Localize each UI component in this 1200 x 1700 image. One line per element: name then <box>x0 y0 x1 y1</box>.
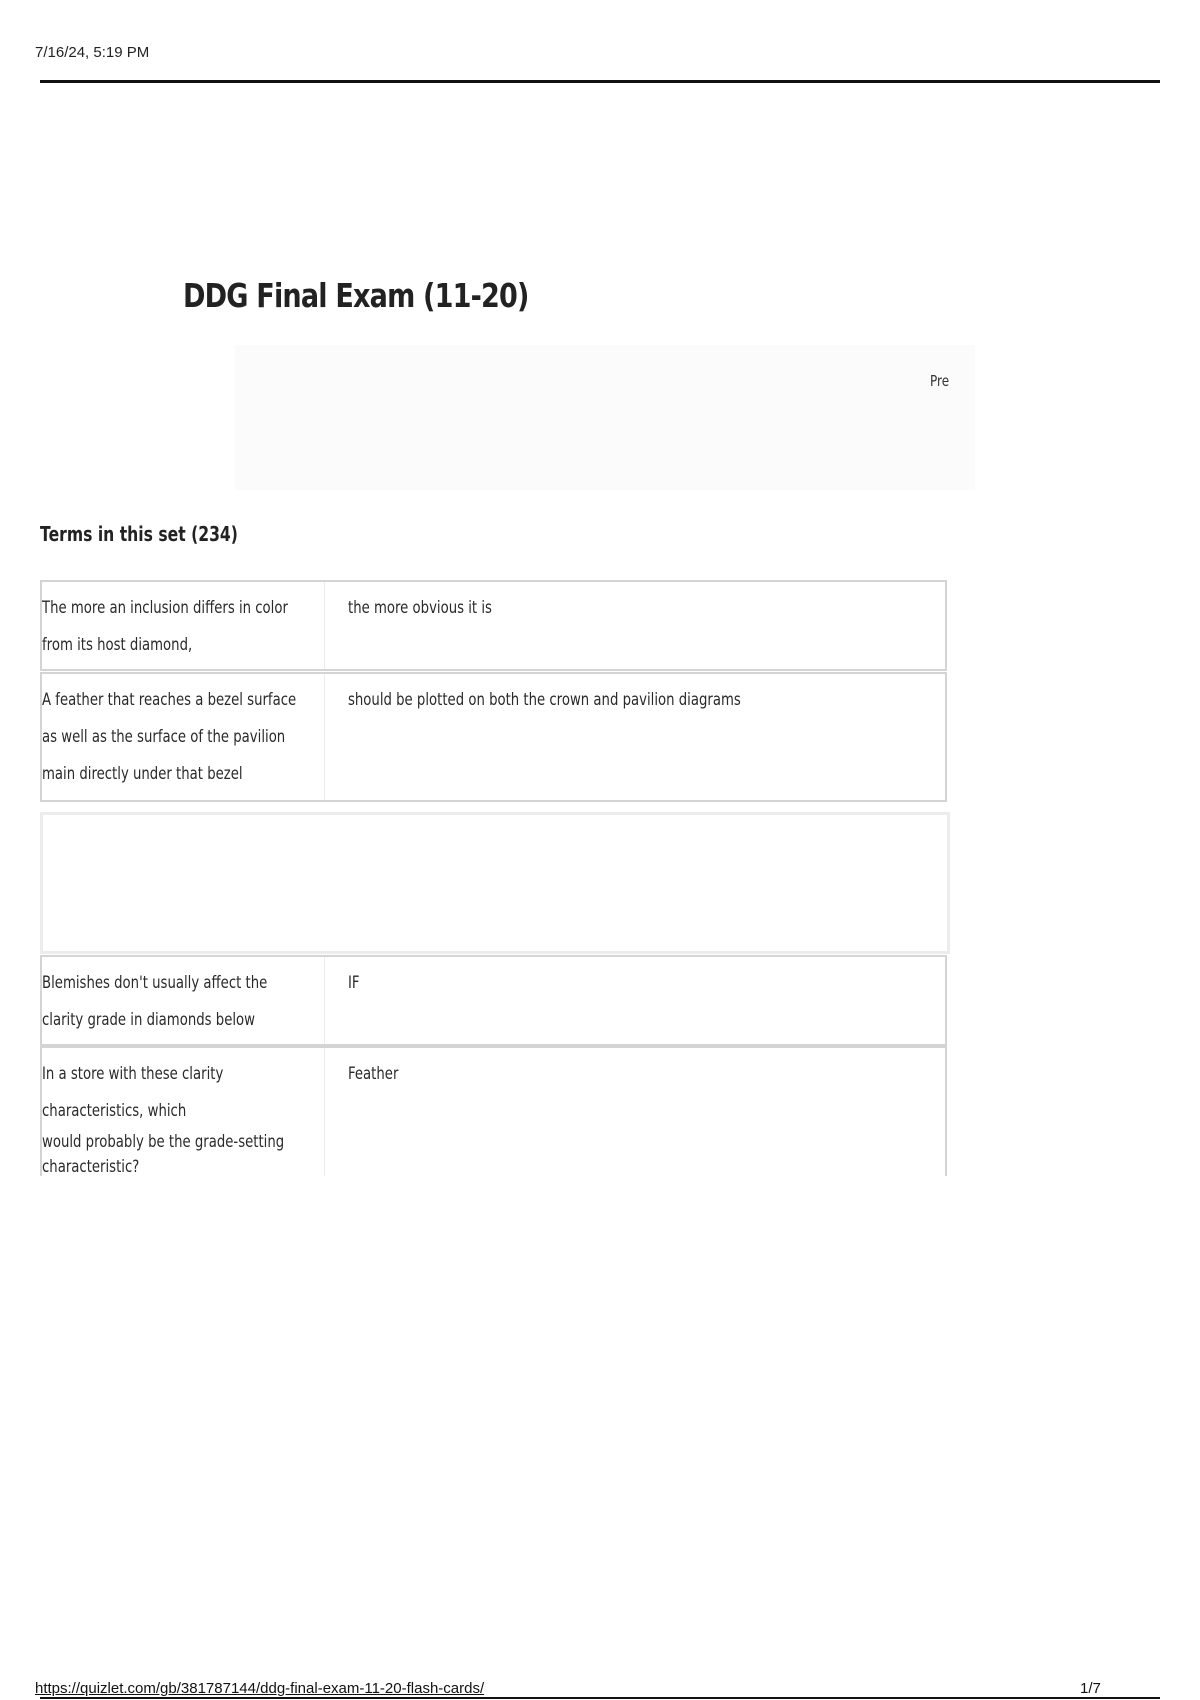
image-placeholder <box>40 812 950 954</box>
flashcard-row[interactable] <box>40 955 947 1046</box>
card-definition: Feather <box>348 1064 399 1084</box>
card-definition: the more obvious it is <box>348 598 492 618</box>
flashcard-row[interactable] <box>40 1046 947 1176</box>
flashcard-row[interactable] <box>40 580 947 671</box>
footer-url[interactable]: https://quizlet.com/gb/381787144/ddg-final-exam-11-20-flash-cards/ <box>35 1680 485 1697</box>
card-divider <box>324 1048 325 1176</box>
page-title: DDG Final Exam (11-20) <box>183 276 529 315</box>
card-term: The more an inclusion differs in color from its host diamond, <box>42 598 288 655</box>
card-divider <box>324 582 325 669</box>
print-date: 7/16/24, 5:19 PM <box>35 44 150 61</box>
card-term-line: characteristic? <box>42 1157 140 1177</box>
card-term <box>42 1056 299 1180</box>
card-divider <box>324 674 325 800</box>
card-term-line: would probably be the grade-setting <box>42 1132 285 1152</box>
terms-heading: Terms in this set (234) <box>40 522 238 546</box>
flashcard-row[interactable] <box>40 672 947 802</box>
footer-rule <box>40 1697 1160 1699</box>
card-definition: should be plotted on both the crown and pavilion diagrams <box>348 690 741 710</box>
card-definition: IF <box>348 973 360 993</box>
header-rule <box>40 80 1160 83</box>
card-term-line: In a store with these clarity characteristics, which <box>42 1064 224 1121</box>
card-term: A feather that reaches a bezel surface as well as the surface of the pavilion main directly under that bezel <box>42 690 297 784</box>
preview-label: Pre <box>930 372 950 390</box>
card-term: Blemishes don't usually affect the clarity grade in diamonds below <box>42 973 268 1030</box>
preview-panel <box>235 345 975 490</box>
footer-page-number: 1/7 <box>1080 1680 1101 1697</box>
card-divider <box>324 957 325 1044</box>
